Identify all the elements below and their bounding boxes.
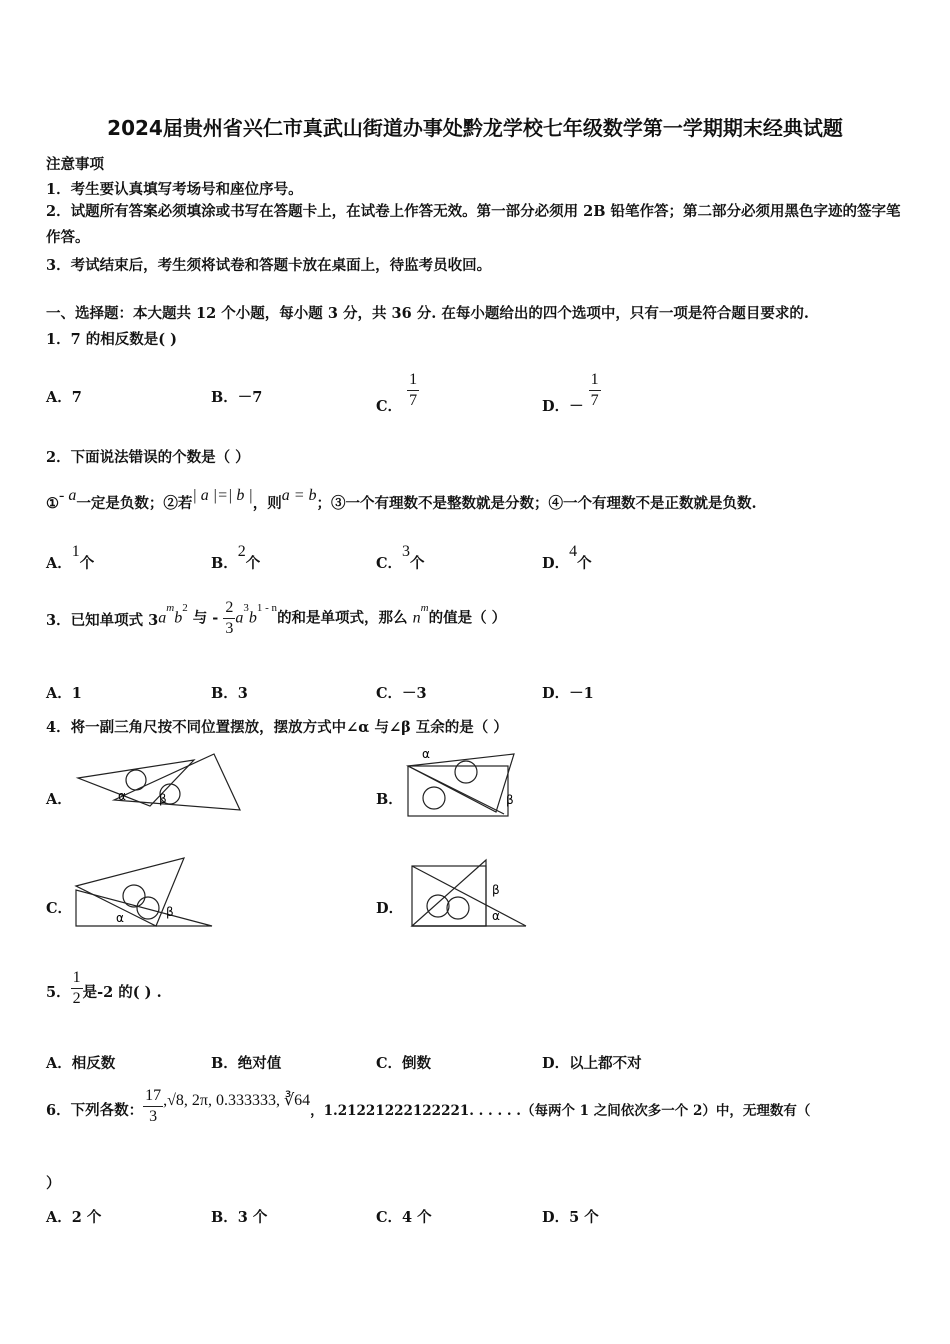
option-number: 2 (237, 543, 246, 560)
q1-option-b: B．－7 (211, 389, 263, 406)
ruler-hole-2 (447, 897, 469, 919)
beta-label: β (159, 792, 167, 806)
q2-math-eq: a = b (281, 487, 317, 504)
q3-end: 的值是（ ） (428, 609, 507, 627)
q5-option-c: C．倒数 (376, 1055, 432, 1072)
option-unit: 个 (79, 555, 95, 572)
ruler-hole-1 (126, 770, 146, 790)
q2-option-d (542, 540, 592, 572)
q1-stem: 1．7 的相反数是( ) (46, 331, 177, 348)
q6-close: ） (46, 1175, 61, 1192)
option-number: 4 (569, 543, 578, 560)
q1-option-a: A．7 (46, 389, 82, 406)
q5-text: 是-2 的( ) . (82, 983, 162, 1001)
q3-n-exp: m (420, 601, 429, 614)
q3-mid: 与 - (192, 609, 219, 627)
q4-figure-d (406, 856, 532, 932)
q6-option-b: B．3 个 (211, 1209, 268, 1226)
q3-option-d: D．－1 (542, 685, 594, 702)
frac-denominator: 7 (590, 392, 599, 409)
frac-numerator: 17 (145, 1087, 162, 1104)
q2-s3: ，则 (252, 495, 282, 512)
option-label: D． (542, 555, 570, 572)
frac-numerator: 1 (72, 969, 81, 986)
alpha-label: α (118, 789, 126, 803)
q2-option-c (376, 540, 425, 572)
q5-number: 5． (46, 983, 71, 1001)
q4-option-d-label: D． (376, 900, 404, 917)
q3-mono1-a: a (158, 609, 167, 627)
ruler-hole-1 (427, 895, 449, 917)
q6-pre: 6．下列各数： (46, 1101, 144, 1119)
ruler-hole-2 (137, 897, 159, 919)
q3-fraction (223, 598, 235, 639)
alpha-label: α (116, 911, 124, 925)
q5-option-d: D．以上都不对 (542, 1055, 642, 1072)
page-title: 2024届贵州省兴仁市真武山街道办事处黔龙学校七年级数学第一学期期末经典试题 (107, 116, 843, 140)
q4-option-b-label: B． (376, 791, 403, 808)
ruler-hole-2 (423, 787, 445, 809)
q5-stem (46, 968, 162, 1009)
frac-denominator: 3 (225, 620, 234, 637)
alpha-label: α (492, 909, 500, 923)
q6-post: ，1.21221222122221. . . . . .（每两个 1 之间依次多一个 2）中，无理数有（ (310, 1102, 811, 1119)
q3-option-a: A．1 (46, 685, 82, 702)
q6-stem (46, 1086, 810, 1127)
q3-mono2-exp-b: 1 - n (256, 601, 278, 614)
q6-option-a: A．2 个 (46, 1209, 102, 1226)
q2-option-b (211, 540, 261, 572)
beta-label: β (166, 905, 174, 919)
frac-numerator: 1 (590, 371, 599, 388)
q2-s4: ；③一个有理数不是整数就是分数；④一个有理数不是正数就是负数. (316, 495, 757, 512)
q3-mono1-b: b (174, 609, 183, 627)
q6-option-d: D．5 个 (542, 1209, 599, 1226)
q1-option-d-fraction (589, 370, 601, 411)
beta-label: β (492, 883, 500, 897)
q1-option-c (376, 370, 419, 415)
q2-option-a (46, 540, 95, 572)
q3-mono2-a: a (235, 609, 244, 627)
ruler-hole-1 (455, 761, 477, 783)
q4-figure-b (404, 744, 530, 820)
q3-mono2-b: b (248, 609, 257, 627)
section-heading: 一、选择题：本大题共 12 个小题，每小题 3 分，共 36 分. 在每小题给出的四个选项中，只有一项是符合题目要求的. (46, 305, 809, 322)
notice-item-1: 1．考生要认真填写考场号和座位序号。 (46, 181, 303, 198)
q3-stem (46, 598, 506, 639)
q1-option-c-fraction (407, 370, 419, 411)
option-unit: 个 (245, 555, 261, 572)
q2-s1: ① (46, 495, 59, 512)
beta-label: β (506, 793, 514, 807)
q2-statement (46, 484, 757, 512)
q5-fraction (71, 968, 83, 1009)
option-label: C． (376, 555, 403, 572)
diagonal-line (408, 766, 504, 814)
rectangle-ruler (412, 866, 486, 926)
frac-numerator: 2 (225, 599, 234, 616)
q3-post: 的和是单项式，那么 (277, 609, 408, 627)
option-number: 3 (402, 543, 411, 560)
ruler-hole-1 (123, 885, 145, 907)
notice-item-2: 2．试题所有答案必须填涂或书写在答题卡上，在试卷上作答无效。第一部分必须用 2B 铅笔作答；第二部分必须用黑色字迹的签字笔作答。 (46, 203, 901, 246)
q3-option-c: C．－3 (376, 685, 427, 702)
q2-math-abs: | a |=| b | (192, 487, 253, 504)
option-number: 1 (71, 543, 80, 560)
q1-option-d-label: D．－ (542, 397, 584, 415)
q6-number-list: ,√8, 2π, 0.333333, ∛64 (163, 1091, 311, 1109)
q2-stem: 2．下面说法错误的个数是（ ） (46, 449, 250, 466)
triangle-ruler (412, 860, 486, 926)
q3-mono2-exp-a: 3 (243, 601, 249, 614)
q2-math-neg-a: - a (59, 487, 77, 504)
q4-stem: 4．将一副三角尺按不同位置摆放，摆放方式中∠α 与∠β 互余的是（ ） (46, 719, 508, 736)
frac-denominator: 3 (143, 1106, 163, 1127)
q3-mono1-exp-b: 2 (182, 601, 188, 614)
q5-option-a: A．相反数 (46, 1055, 116, 1072)
frac-denominator: 2 (72, 990, 81, 1007)
q4-option-c-label: C． (46, 900, 73, 917)
q4-figure-a (74, 752, 246, 818)
q1-option-d (542, 370, 601, 415)
q1-option-c-label: C． (376, 397, 403, 415)
q3-pre: 3．已知单项式 3 (46, 611, 159, 629)
q4-option-a-label: A． (46, 791, 72, 808)
alpha-label: α (422, 747, 430, 761)
q3-option-b: B．3 (211, 685, 248, 702)
option-label: B． (211, 555, 238, 572)
q5-option-b: B．绝对值 (211, 1055, 282, 1072)
option-unit: 个 (577, 555, 592, 572)
frac-numerator: 1 (409, 371, 418, 388)
q3-n: n (412, 609, 421, 627)
frac-denominator: 7 (409, 392, 418, 409)
q3-mono1-exp-a: m (166, 601, 175, 614)
triangle-ruler-1 (78, 760, 194, 806)
q6-fraction (143, 1086, 163, 1127)
notice-heading: 注意事项 (46, 156, 104, 173)
q4-figure-c (72, 856, 218, 932)
option-label: A． (46, 555, 72, 572)
q6-option-c: C．4 个 (376, 1209, 432, 1226)
option-unit: 个 (410, 555, 425, 572)
notice-item-3: 3．考试结束后，考生须将试卷和答题卡放在桌面上，待监考员收回。 (46, 257, 492, 274)
q2-s2: 一定是负数；②若 (76, 495, 193, 512)
